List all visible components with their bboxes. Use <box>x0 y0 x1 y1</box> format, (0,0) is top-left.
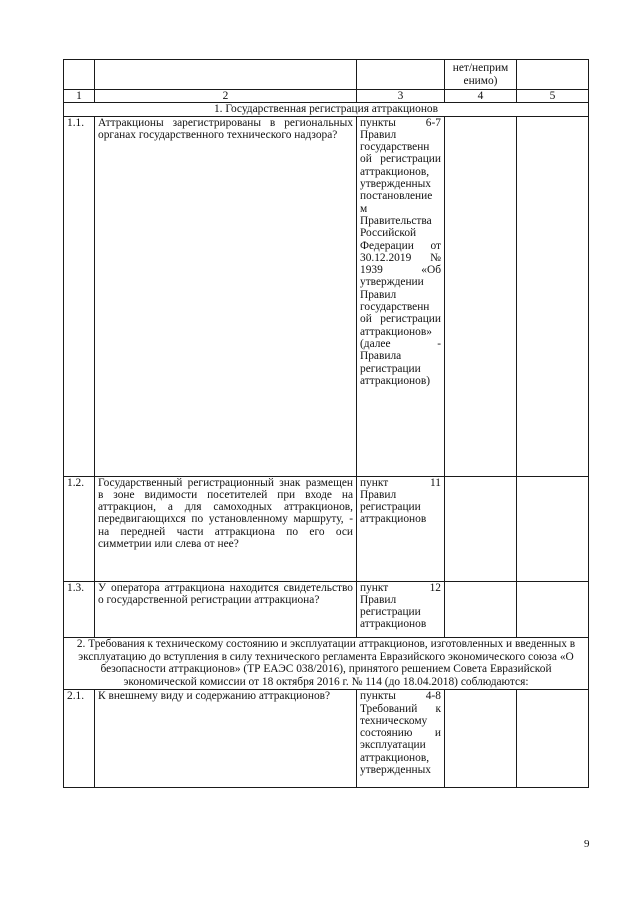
header-cell-4: нет/неприм енимо) <box>445 60 517 90</box>
row-note-cell <box>517 690 589 788</box>
page-number: 9 <box>584 838 590 850</box>
column-number: 2 <box>95 90 357 103</box>
table-row <box>64 116 589 476</box>
row-number: 1.3. <box>64 581 95 637</box>
row-question: У оператора аттракциона находится свидетельство о государственной регистрации аттракциона? <box>95 581 357 637</box>
row-reference: пункты 6-7 Правил государственн ой регистрации аттракционов, утвержденных постановление м Правительства Российской Федерации от 30.12.2019 № 1939 «Об утверждении Правил государственн ой регистрации аттракционов» (далее - Правила регистрации аттракционов) <box>357 116 445 476</box>
column-number: 1 <box>64 90 95 103</box>
row-answer-cell <box>445 116 517 476</box>
row-answer-cell <box>445 476 517 581</box>
row-note-cell <box>517 581 589 637</box>
row-answer-cell <box>445 690 517 788</box>
section-title: 2. Требования к техническому состоянию и эксплуатации аттракционов, изготовленных и введенных в эксплуатацию до вступления в силу технического регламента Евразийского экономического союза «О безопасности аттракционов» (ТР ЕАЭС 038/2016), принятого решением Совета Евразийской экономической комиссии от 18 октября 2016 г. № 114 (до 18.04.2018) соблюдаются: <box>64 637 589 690</box>
row-reference: пункт 11 Правил регистрации аттракционов <box>357 476 445 581</box>
column-number-row <box>64 90 589 103</box>
row-question: Государственный регистрационный знак размещен в зоне видимости посетителей при входе на аттракцион, а для самоходных аттракционов, передвигающихся по установленному маршруту, - на передней части аттракциона по его оси симметрии или слева от нее? <box>95 476 357 581</box>
section-title-row <box>64 103 589 116</box>
header-cell-1 <box>64 60 95 90</box>
column-number: 4 <box>445 90 517 103</box>
header-cell-2 <box>95 60 357 90</box>
row-number: 1.1. <box>64 116 95 476</box>
row-answer-cell <box>445 581 517 637</box>
row-note-cell <box>517 116 589 476</box>
table-row <box>64 690 589 788</box>
row-question: Аттракционы зарегистрированы в региональных органах государственного технического надзора? <box>95 116 357 476</box>
requirements-table-container <box>63 59 589 788</box>
header-cell-5 <box>517 60 589 90</box>
section-title: 1. Государственная регистрация аттракционов <box>64 103 589 116</box>
row-reference: пункты 4-8 Требований к техническому состоянию и эксплуатации аттракционов, утвержденных <box>357 690 445 788</box>
row-question: К внешнему виду и содержанию аттракционов? <box>95 690 357 788</box>
table-row <box>64 476 589 581</box>
header-continuation-row <box>64 60 589 90</box>
row-number: 1.2. <box>64 476 95 581</box>
column-number: 3 <box>357 90 445 103</box>
column-number: 5 <box>517 90 589 103</box>
header-cell-3 <box>357 60 445 90</box>
row-number: 2.1. <box>64 690 95 788</box>
section-title-row <box>64 637 589 690</box>
table-row <box>64 581 589 637</box>
row-reference: пункт 12 Правил регистрации аттракционов <box>357 581 445 637</box>
requirements-table <box>63 59 589 788</box>
row-note-cell <box>517 476 589 581</box>
